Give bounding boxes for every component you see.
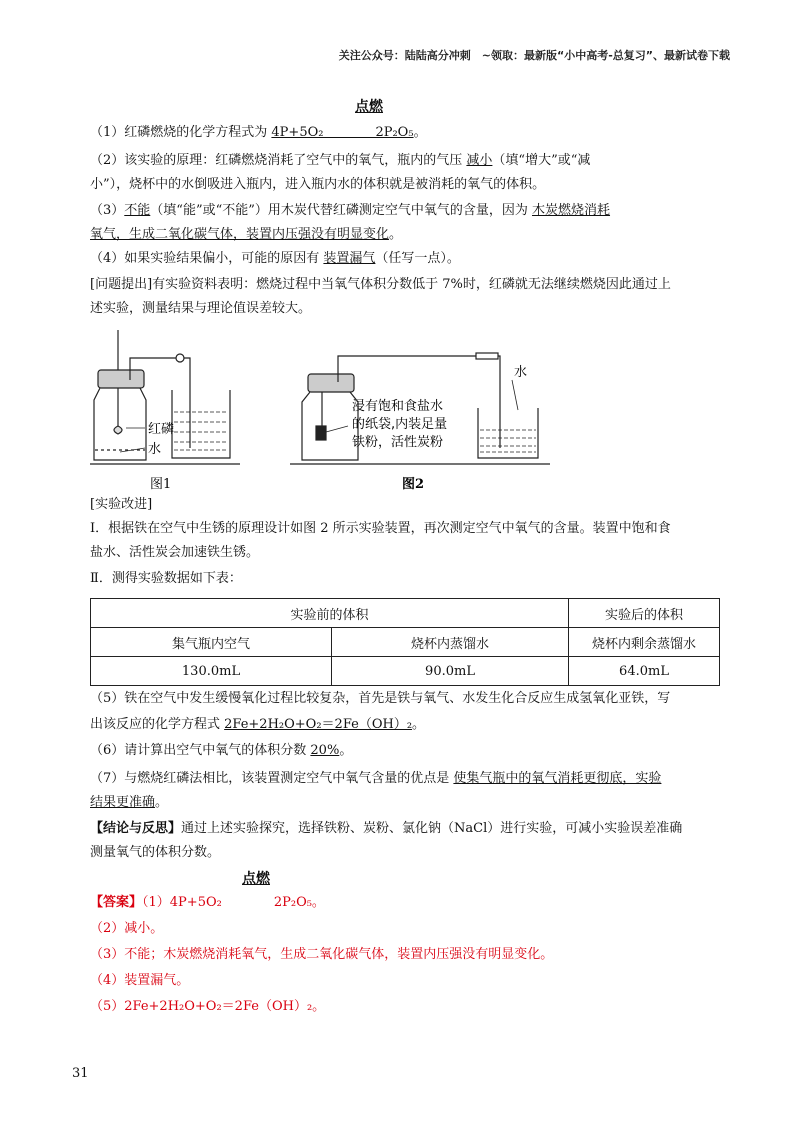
q3-reason: 木炭燃烧消耗 bbox=[532, 203, 611, 218]
note-line-3: 铁粉，活性炭粉 bbox=[352, 435, 444, 450]
answer-label: 【答案】 bbox=[90, 895, 143, 910]
question-5-cont bbox=[90, 716, 425, 734]
beaker-1 bbox=[172, 390, 230, 458]
q7-answer-cont: 结果更准确 bbox=[90, 795, 156, 810]
answer-2: （2）减小。 bbox=[90, 921, 164, 936]
figure-2-caption: 图2 bbox=[402, 477, 425, 492]
q6-text: （6）请计算出空气中氧气的体积分数 bbox=[90, 743, 311, 758]
improvement-2: Ⅱ．测得实验数据如下表： bbox=[90, 571, 242, 586]
value-bottle-air: 130.0mL bbox=[91, 657, 332, 686]
ignite-condition-answer: 点燃 bbox=[242, 871, 270, 887]
label-water-2: 水 bbox=[514, 365, 528, 380]
figure-1-caption: 图1 bbox=[150, 477, 172, 492]
gas-bottle-2 bbox=[302, 392, 358, 460]
table-row bbox=[91, 657, 720, 686]
stopper-1 bbox=[98, 370, 144, 388]
q1-answer: 4P+5O₂ 2P₂O₅ bbox=[271, 125, 414, 140]
q3-reason-cont: 氧气，生成二氧化碳气体，装置内压强没有明显变化 bbox=[90, 227, 390, 242]
page-header: 关注公众号：陆陆高分冲刺 ~领取：最新版“小中高考-总复习”、最新试卷下载 bbox=[338, 49, 730, 62]
note-line-2: 的纸袋,内装足量 bbox=[352, 417, 448, 432]
conclusion bbox=[90, 820, 682, 838]
figure-1-apparatus bbox=[90, 330, 240, 464]
q2-text: （2）该实验的原理：红磷燃烧消耗了空气中的氧气，瓶内的气压 bbox=[90, 153, 467, 168]
conclusion-cont: 测量氧气的体积分数。 bbox=[90, 845, 221, 860]
apparatus-figure bbox=[90, 330, 550, 495]
conclusion-label: 【结论与反思】 bbox=[90, 821, 182, 836]
combustion-spoon bbox=[114, 426, 122, 434]
question-4 bbox=[90, 250, 460, 268]
stopper-2 bbox=[308, 374, 354, 392]
q4-text: （4）如果实验结果偏小，可能的原因有 bbox=[90, 251, 324, 266]
q7-answer: 使集气瓶中的氧气消耗更彻底，实验 bbox=[453, 771, 662, 786]
q5-answer: 2Fe+2H₂O+O₂＝2Fe（OH）₂ bbox=[224, 717, 413, 732]
problem-statement-cont: 述实验，测量结果与理论值误差较大。 bbox=[90, 301, 312, 316]
q7-end: 。 bbox=[155, 795, 169, 810]
q3-num: （3） bbox=[90, 203, 125, 218]
q5-end: 。 bbox=[412, 717, 426, 732]
q4-answer: 装置漏气 bbox=[323, 251, 376, 266]
page-number: 31 bbox=[72, 1066, 89, 1081]
note-line-1: 浸有饱和食盐水 bbox=[352, 399, 444, 414]
data-table bbox=[90, 598, 720, 686]
q1-text: （1）红磷燃烧的化学方程式为 bbox=[90, 125, 272, 140]
q3-end: 。 bbox=[389, 227, 403, 242]
answer-5: （5）2Fe+2H₂O+O₂＝2Fe（OH）₂。 bbox=[90, 999, 326, 1014]
problem-statement: [问题提出]有实验资料表明：燃烧过程中当氧气体积分数低于 7%时，红磷就无法继续燃烧因此通过上 bbox=[90, 277, 671, 292]
improvement-1-cont: 盐水、活性炭会加速铁生锈。 bbox=[90, 545, 260, 560]
q3-answer: 不能 bbox=[124, 203, 151, 218]
label-water-1: 水 bbox=[148, 442, 162, 457]
answer-4: （4）装置漏气。 bbox=[90, 973, 190, 988]
q4-end: （任写一点）。 bbox=[375, 251, 460, 266]
col-beaker-water: 烧杯内蒸馏水 bbox=[332, 628, 569, 657]
q3-text: （填“能”或“不能”）用木炭代替红磷测定空气中氧气的含量，因为 bbox=[150, 203, 533, 218]
beaker-2 bbox=[478, 408, 538, 458]
q2-hint: （填“增大”或“减 bbox=[492, 153, 591, 168]
q5-text: 出该反应的化学方程式 bbox=[90, 717, 225, 732]
improvement-1: Ⅰ．根据铁在空气中生锈的原理设计如图 2 所示实验装置，再次测定空气中氧气的含量。装置中饱和食 bbox=[90, 521, 671, 536]
answer-1 bbox=[90, 894, 325, 912]
conclusion-text: 通过上述实验探究，选择铁粉、炭粉、氯化钠（NaCl）进行实验，可减小实验误差准确 bbox=[181, 821, 683, 836]
header-before: 实验前的体积 bbox=[91, 599, 569, 628]
question-2-cont: 小”），烧杯中的水倒吸进入瓶内，进入瓶内水的体积就是被消耗的氧气的体积。 bbox=[90, 177, 546, 192]
answer-1-text: （1）4P+5O₂ 2P₂O₅。 bbox=[142, 895, 325, 910]
label-red-phosphorus: 红磷 bbox=[148, 422, 175, 437]
iron-powder-bag bbox=[316, 426, 326, 440]
q6-end: 。 bbox=[339, 743, 353, 758]
table-row bbox=[91, 599, 720, 628]
col-remaining-water: 烧杯内剩余蒸馏水 bbox=[569, 628, 720, 657]
q2-answer: 减小 bbox=[466, 153, 493, 168]
question-5: （5）铁在空气中发生缓慢氧化过程比较复杂，首先是铁与氧气、水发生化合反应生成氢氧化亚铁，写 bbox=[90, 691, 671, 706]
q1-end: 。 bbox=[413, 125, 427, 140]
question-6 bbox=[90, 742, 352, 760]
value-beaker-water: 90.0mL bbox=[332, 657, 569, 686]
header-after: 实验后的体积 bbox=[569, 599, 720, 628]
question-7 bbox=[90, 770, 661, 788]
ignite-condition: 点燃 bbox=[355, 99, 383, 115]
question-3 bbox=[90, 202, 610, 220]
question-2 bbox=[90, 152, 590, 170]
improvement-heading: [实验改进] bbox=[90, 497, 153, 512]
value-remaining-water: 64.0mL bbox=[569, 657, 720, 686]
table-row bbox=[91, 628, 720, 657]
question-7-cont bbox=[90, 794, 168, 812]
q7-text: （7）与燃烧红磷法相比，该装置测定空气中氧气含量的优点是 bbox=[90, 771, 454, 786]
col-bottle-air: 集气瓶内空气 bbox=[91, 628, 332, 657]
question-3-cont bbox=[90, 226, 402, 244]
q6-answer: 20% bbox=[310, 743, 340, 758]
clamp-1 bbox=[176, 354, 184, 362]
question-1 bbox=[90, 124, 427, 142]
answer-3: （3）不能；木炭燃烧消耗氧气，生成二氧化碳气体，装置内压强没有明显变化。 bbox=[90, 947, 554, 962]
